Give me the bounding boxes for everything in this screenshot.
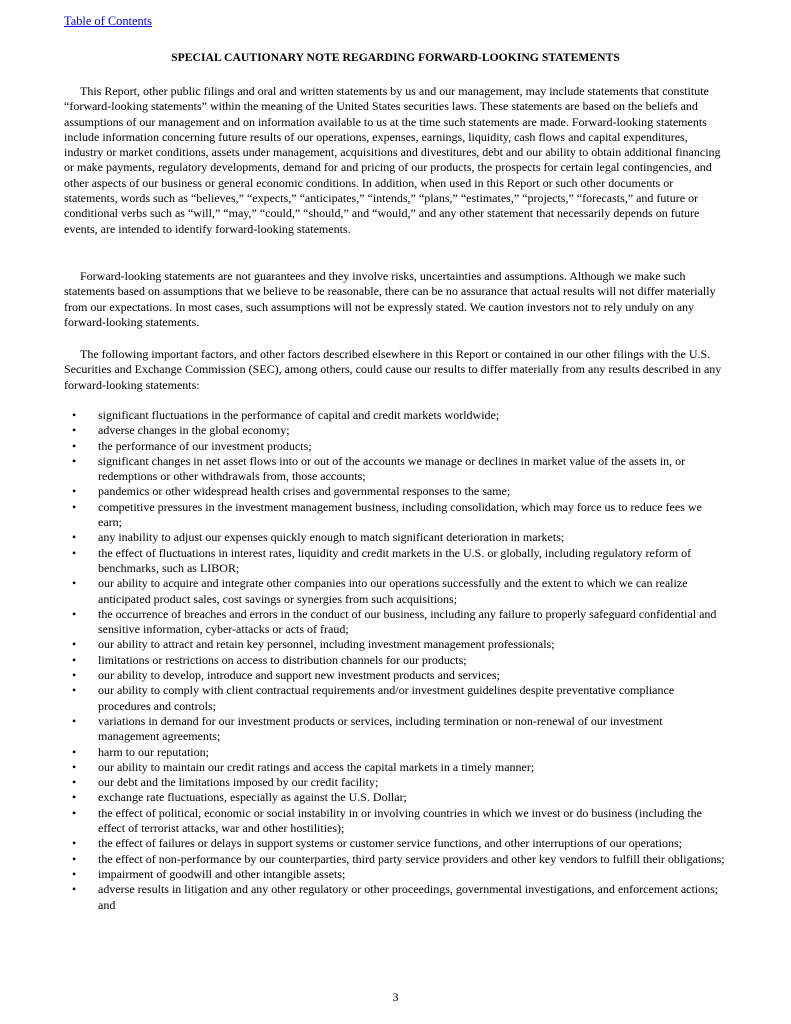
bullet-icon: • — [72, 775, 77, 790]
risk-factor-list — [64, 408, 726, 913]
list-item-text: the performance of our investment products; — [98, 438, 312, 453]
bullet-icon: • — [72, 545, 77, 560]
page-number: 3 — [392, 990, 399, 1004]
list-item-text: the effect of political, economic or social instability in or involving countries in which we invest or do business (including the effect of terrorist attacks, war and other hostilities); — [98, 805, 702, 836]
list-item — [64, 683, 726, 714]
list-item — [64, 454, 726, 485]
list-item — [64, 576, 726, 607]
list-item-text: competitive pressures in the investment management business, including consolidation, which may force us to reduce fees we earn; — [98, 499, 702, 530]
bullet-icon: • — [72, 805, 77, 820]
list-item — [64, 484, 726, 499]
list-item-text: our ability to comply with client contractual requirements and/or investment guidelines despite preventative compliance procedures and controls; — [98, 683, 675, 713]
guarantee-paragraph: Forward-looking statements are not guarantees and they involve risks, uncertainties and assumptions. Although we make such statements based on assumptions that we believe to be reasonable, there can be no assurance that actual results will not differ materially from our expectations. In most cases, such assumptions will not be expressly stated. We caution investors not to rely unduly on any forward-looking statements. — [64, 269, 716, 329]
bullet-icon: • — [72, 790, 77, 805]
page-title: SPECIAL CAUTIONARY NOTE REGARDING FORWARD-LOOKING STATEMENTS — [171, 51, 620, 64]
list-item-text: the occurrence of breaches and errors in the conduct of our business, including any failure to properly safeguard confidential and sensitive information, cyber-attacks or acts of fraud; — [98, 606, 717, 637]
bullet-icon: • — [72, 576, 77, 591]
list-item-text: significant changes in net asset flows into or out of the accounts we manage or declines in market value of the assets in, or redemptions or other withdrawals from, those accounts; — [98, 453, 686, 484]
list-item-text: significant fluctuations in the performance of capital and credit markets worldwide; — [98, 408, 500, 422]
list-item-text: limitations or restrictions on access to distribution channels for our products; — [98, 652, 467, 667]
factors-paragraph: The following important factors, and other factors described elsewhere in this Report or contained in our other filings with the U.S. Securities and Exchange Commission (SEC), among others, could cause our results to differ materially from any results described in any forward-looking statements: — [64, 347, 722, 392]
bullet-icon: • — [72, 866, 77, 881]
list-item-text: variations in demand for our investment products or services, including termination or non-renewal of our investment management agreements; — [98, 713, 663, 744]
list-item-text: adverse results in litigation and any other regulatory or other proceedings, governmental investigations, and enforcement actions; and — [98, 882, 719, 912]
list-item-text: our ability to acquire and integrate other companies into our operations successfully and the extent to which we can realize anticipated product sales, cost savings or synergies from such acquisitions; — [98, 576, 688, 606]
list-item — [64, 867, 726, 882]
list-item-text: harm to our reputation; — [98, 744, 209, 759]
bullet-icon: • — [72, 713, 77, 728]
list-item — [64, 836, 726, 851]
list-item-text: the effect of failures or delays in support systems or customer service functions, and other interruptions of our operations; — [98, 836, 682, 851]
bullet-icon: • — [72, 683, 77, 698]
list-item-text: pandemics or other widespread health crises and governmental responses to the same; — [98, 484, 511, 499]
list-item — [64, 423, 726, 438]
bullet-icon: • — [72, 484, 77, 499]
bullet-icon: • — [72, 453, 77, 468]
list-item — [64, 653, 726, 668]
list-item — [64, 500, 726, 531]
list-item-text: the effect of non-performance by our counterparties, third party service providers and other key vendors to fulfill their obligations; — [98, 851, 725, 866]
bullet-icon: • — [72, 652, 77, 667]
list-item — [64, 530, 726, 545]
list-item-text: exchange rate fluctuations, especially as against the U.S. Dollar; — [98, 790, 407, 805]
bullet-icon: • — [72, 836, 77, 851]
list-item-text: our ability to attract and retain key personnel, including investment management professionals; — [98, 637, 555, 652]
bullet-icon: • — [72, 438, 77, 453]
bullet-icon: • — [72, 499, 77, 514]
intro-paragraph: This Report, other public filings and oral and written statements by us and our management, may include statements that constitute “forward-looking statements” within the meaning of the United States securities laws. These statements are based on the beliefs and assumptions of our management and on information available to us at the time such statements are made. Forward-looking statements include information concerning future results of our operations, expenses, earnings, liquidity, cash flows and capital expenditures, industry or market conditions, assets under management, acquisitions and divestitures, debt and our ability to obtain additional financing or make payments, regulatory developments, demand for and pricing of our products, the prospects for certain legal contingencies, and other aspects of our business or general economic conditions. In addition, when used in this Report or such other documents or statements, words such as “believes,” “expects,” “anticipates,” “intends,” “plans,” “estimates,” “projects,” “forecasts,” and future or conditional verbs such as “will,” “may,” “could,” “should,” and “would,” and any other statement that necessarily depends on future events, are intended to identify forward-looking statements. — [64, 84, 721, 236]
bullet-icon: • — [72, 606, 77, 621]
list-item-text: impairment of goodwill and other intangible assets; — [98, 866, 346, 881]
list-item — [64, 637, 726, 652]
list-item — [64, 790, 726, 805]
bullet-icon: • — [72, 637, 77, 652]
list-item-text: our ability to maintain our credit ratings and access the capital markets in a timely manner; — [98, 759, 535, 774]
list-item-text: our debt and the limitations imposed by our credit facility; — [98, 775, 379, 790]
bullet-icon: • — [72, 408, 77, 422]
bullet-icon: • — [72, 882, 77, 897]
list-item-text: any inability to adjust our expenses quickly enough to match significant deterioration in markets; — [98, 530, 565, 545]
bullet-icon: • — [72, 759, 77, 774]
list-item — [64, 546, 726, 577]
bullet-icon: • — [72, 668, 77, 683]
list-item — [64, 882, 726, 913]
list-item — [64, 745, 726, 760]
list-item — [64, 439, 726, 454]
table-of-contents-link[interactable]: Table of Contents — [64, 14, 152, 28]
list-item — [64, 408, 726, 423]
bullet-icon: • — [72, 851, 77, 866]
list-item — [64, 775, 726, 790]
bullet-icon: • — [72, 423, 77, 438]
list-item-text: the effect of fluctuations in interest rates, liquidity and credit markets in the U.S. or globally, including regulatory reform of benchmarks, such as LIBOR; — [98, 545, 692, 575]
list-item-text: our ability to develop, introduce and support new investment products and services; — [98, 668, 500, 683]
list-item-text: adverse changes in the global economy; — [98, 423, 290, 438]
list-item — [64, 806, 726, 837]
list-item — [64, 852, 726, 867]
list-item — [64, 760, 726, 775]
list-item — [64, 714, 726, 745]
list-item — [64, 607, 726, 638]
list-item — [64, 668, 726, 683]
bullet-icon: • — [72, 744, 77, 759]
bullet-icon: • — [72, 530, 77, 545]
